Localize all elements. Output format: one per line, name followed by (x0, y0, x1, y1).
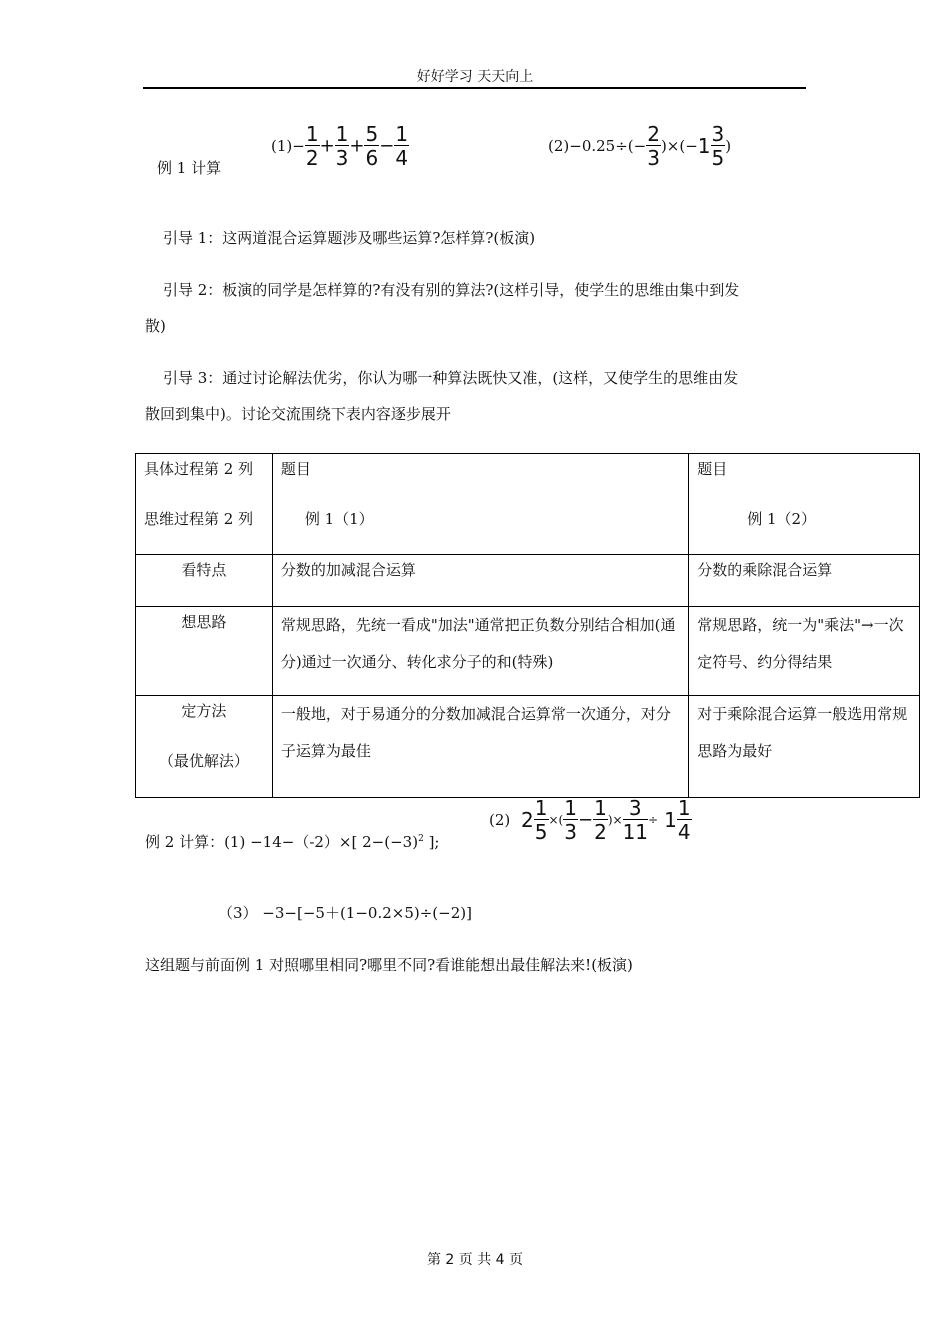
e2-tail: ]; (423, 833, 440, 851)
e1p1-prefix: (1)− (271, 137, 305, 155)
fraction: $\frac{5}{6}$ (365, 122, 379, 170)
page-footer: 第 2 页 共 4 页 (426, 1252, 524, 1268)
table-cell (136, 696, 273, 798)
whole-number: 1 (664, 808, 677, 832)
table-cell (689, 454, 920, 555)
guide-2-line1: 引导 2：板演的同学是怎样算的?有没有别的算法?(这样引导，使学生的思维由集中到发 (163, 281, 740, 299)
table-cell: 分数的加减混合运算 (272, 555, 688, 607)
operator: − (379, 135, 395, 157)
closing-text: 这组题与前面例 1 对照哪里相同?哪里不同?看谁能想出最佳解法来!(板演) (145, 956, 633, 974)
fraction: $\frac{1}{4}$ (395, 122, 409, 170)
operator: − (577, 809, 594, 831)
whole-number: 2 (521, 808, 534, 832)
comparison-table (135, 453, 920, 798)
guide-1: 引导 1：这两道混合运算题涉及哪些运算?怎样算?(板演) (163, 229, 536, 247)
example2-part1 (145, 831, 439, 852)
e2-label: 例 2 计算：(1) −14−（-2）×[ 2−(−3) (145, 833, 419, 851)
table-cell: 一般地，对于易通分的分数加减混合运算常一次通分，对分子运算为最佳 (272, 696, 688, 798)
cell-text: 思维过程第 2 列 (144, 510, 254, 528)
fraction: $\frac{1}{2}$ (594, 796, 607, 844)
e1p2-suffix: ) (725, 137, 732, 155)
table-cell: 分数的乘除混合运算 (689, 555, 920, 607)
table-cell: 对于乘除混合运算一般选用常规思路为最好 (689, 696, 920, 798)
table-cell: 常规思路，统一为"乘法"→一次定符号、约分得结果 (689, 607, 920, 696)
cell-text: 题目 (697, 460, 728, 478)
table-cell: 看特点 (136, 555, 273, 607)
operator: ×( (548, 813, 564, 827)
fraction: $\frac{1}{3}$ (564, 796, 577, 844)
example1-label: 例 1 计算 (157, 159, 222, 177)
operator: + (319, 135, 335, 157)
example1-part2 (548, 124, 731, 168)
fraction: $\frac{3}{11}$ (622, 796, 649, 844)
table-cell (136, 454, 273, 555)
example2-part3: （3） −3−[−5＋(1−0.2×5)÷(−2)] (218, 904, 472, 922)
fraction: $\frac{2}{3}$ (647, 122, 660, 170)
fraction: $\frac{1}{5}$ (534, 796, 548, 844)
fraction: $\frac{1}{4}$ (677, 796, 691, 844)
page-header: 好好学习 天天向上 (416, 69, 534, 85)
table-row (136, 696, 920, 798)
cell-text: 题目 (280, 460, 311, 478)
guide-3-line1: 引导 3：通过讨论解法优劣，你认为哪一种算法既快又准，(这样，又使学生的思维由发 (163, 369, 739, 387)
guide-3-line2: 散回到集中)。讨论交流围绕下表内容逐步展开 (145, 405, 451, 423)
operator: ÷ (648, 813, 659, 827)
guide-2-line2: 散) (145, 317, 166, 335)
cell-text: 具体过程第 2 列 (144, 460, 254, 478)
exponent: 2 (418, 834, 424, 844)
cell-text: （最优解法） (158, 752, 249, 770)
table-cell: 常规思路，先统一看成"加法"通常把正负数分别结合相加(通分)通过一次通分、转化求分子的和(特殊) (272, 607, 688, 696)
e1p2-mid: )×(− (660, 137, 698, 155)
whole-number: 1 (697, 134, 711, 158)
example1-part1 (271, 124, 409, 168)
e2p2-label: (2) (489, 811, 511, 829)
cell-text: 例 1（1） (304, 510, 374, 528)
fraction: $\frac{3}{5}$ (711, 122, 725, 170)
operator: )× (607, 813, 623, 827)
e1p2-prefix: (2)−0.25÷(− (548, 137, 647, 155)
table-row (136, 454, 920, 555)
fraction: $\frac{1}{2}$ (305, 122, 319, 170)
example2-part2 (489, 798, 692, 842)
operator: + (349, 135, 365, 157)
header-rule (143, 87, 806, 89)
cell-text: 定方法 (181, 702, 227, 720)
table-cell (272, 454, 688, 555)
table-cell: 想思路 (136, 607, 273, 696)
fraction: $\frac{1}{3}$ (335, 122, 349, 170)
table-row (136, 555, 920, 607)
table-row (136, 607, 920, 696)
cell-text: 例 1（2） (747, 510, 817, 528)
